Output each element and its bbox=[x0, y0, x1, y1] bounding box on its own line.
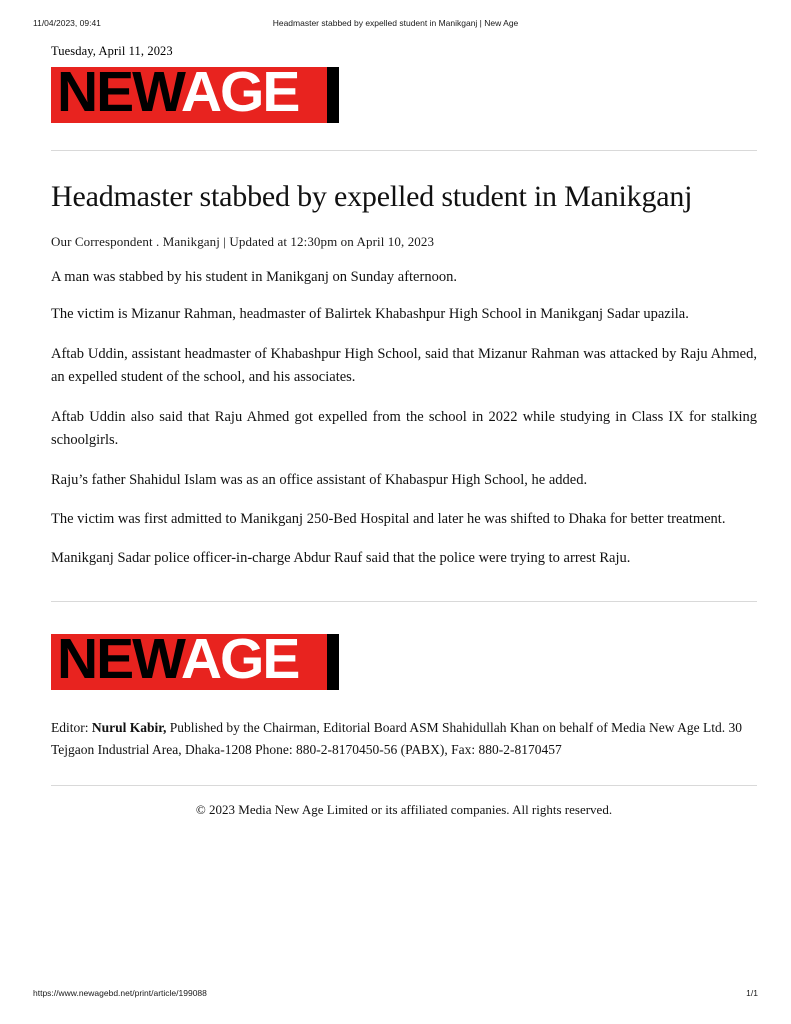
article-paragraph: The victim is Mizanur Rahman, headmaster of Balirtek Khabashpur High School in Manikganj Sadar upazila. bbox=[51, 306, 689, 323]
article-paragraph: Raju’s father Shahidul Islam was as an office assistant of Khabaspur High School, he added. bbox=[51, 471, 588, 488]
imprint-editor-name: Nurul Kabir, bbox=[91, 719, 167, 735]
print-header-title: Headmaster stabbed by expelled student in Manikganj | New Age bbox=[272, 18, 519, 28]
print-footer bbox=[0, 988, 791, 1002]
copyright-notice: © 2023 Media New Age Limited or its affiliated companies. All rights reserved. bbox=[195, 801, 613, 817]
masthead-black-bar bbox=[327, 67, 339, 123]
print-header-timestamp: 11/04/2023, 09:41 bbox=[33, 18, 101, 28]
print-header bbox=[0, 18, 791, 32]
divider-bottom bbox=[51, 601, 757, 602]
article-byline: Our Correspondent . Manikganj | Updated at 12:30pm on April 10, 2023 bbox=[51, 233, 435, 249]
divider-copyright bbox=[51, 785, 757, 786]
article-body bbox=[51, 266, 757, 571]
article-paragraph: Aftab Uddin, assistant headmaster of Khabashpur High School, said that Mizanur Rahman was attacked by Raju Ahmed, an expelled student of the school, and his associates. bbox=[51, 345, 757, 386]
article-paragraph: Manikganj Sadar police officer-in-charge Abdur Rauf said that the police were trying to arrest Raju. bbox=[51, 550, 631, 567]
footer-word-age: AGE bbox=[180, 633, 299, 690]
newage-masthead-logo bbox=[51, 67, 339, 123]
divider-top bbox=[51, 150, 757, 151]
article-paragraph: The victim was first admitted to Manikganj 250-Bed Hospital and later he was shifted to Dhaka for better treatment. bbox=[51, 510, 726, 527]
article-dateline: Tuesday, April 11, 2023 bbox=[51, 44, 173, 58]
article-paragraph: A man was stabbed by his student in Manikganj on Sunday afternoon. bbox=[51, 268, 457, 285]
print-footer-url: https://www.newagebd.net/print/article/199088 bbox=[33, 988, 207, 998]
masthead-word-age: AGE bbox=[180, 67, 299, 123]
imprint-editor-label: Editor: bbox=[51, 719, 89, 735]
masthead-word-new: NEW bbox=[57, 67, 181, 123]
article-content bbox=[51, 44, 757, 818]
article-paragraph: Aftab Uddin also said that Raju Ahmed got expelled from the school in 2022 while studying in Class IX for stalking schoolgirls. bbox=[51, 408, 757, 449]
imprint-details: Published by the Chairman, Editorial Board ASM Shahidullah Khan on behalf of Media New Age Ltd. 30 Tejgaon Industrial Area, Dhaka-1208 Phone: 880-2-8170450-56 (PABX), Fax: 880-2-8170457 bbox=[51, 719, 742, 757]
publisher-imprint bbox=[51, 717, 757, 761]
footer-logo-wrapper bbox=[51, 634, 757, 695]
page-title: Headmaster stabbed by expelled student in Manikganj bbox=[51, 180, 693, 213]
footer-black-bar bbox=[327, 634, 339, 690]
footer-wordmark bbox=[57, 633, 299, 690]
footer-word-new: NEW bbox=[57, 633, 181, 690]
print-footer-page-number: 1/1 bbox=[746, 988, 758, 998]
newage-footer-logo bbox=[51, 634, 339, 690]
masthead-wordmark bbox=[57, 67, 299, 123]
